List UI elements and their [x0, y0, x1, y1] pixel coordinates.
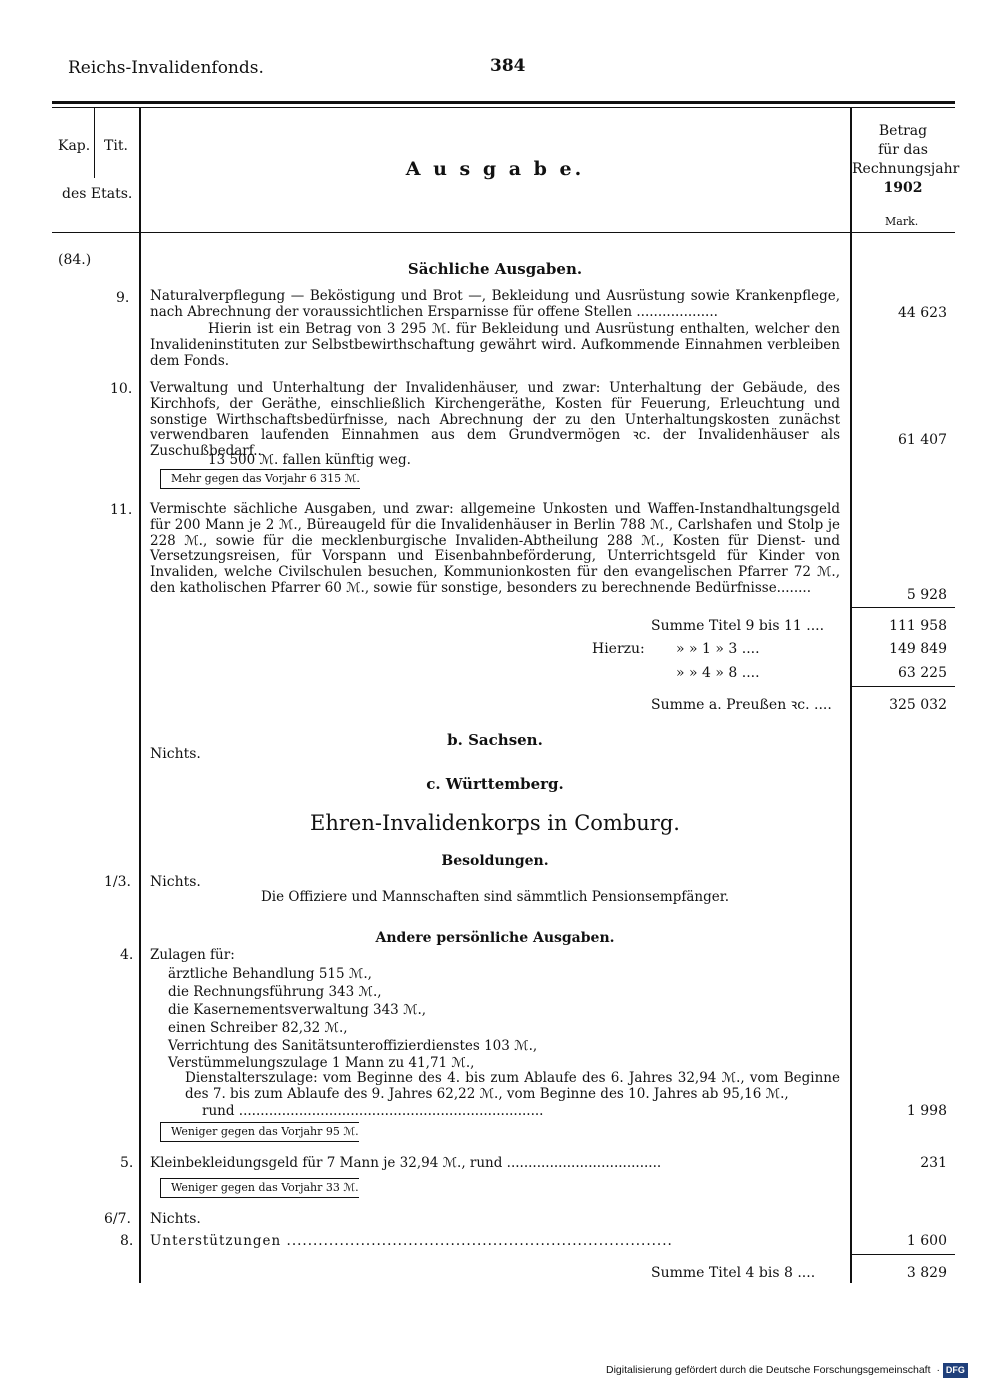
betrag-header [852, 122, 960, 198]
tit-header: Tit. [104, 138, 128, 154]
t4-line-5: Verrichtung des Sanitätsunteroffizierdienstes 103 ℳ., [168, 1038, 538, 1054]
des-etats-header: des Etats. [62, 186, 133, 202]
tit-10: 10. [110, 381, 133, 397]
t4-line-0: Zulagen für: [150, 947, 235, 963]
hierzu-label: Hierzu: [592, 641, 645, 657]
tit-6-7: 6/7. [104, 1211, 131, 1227]
t4-line-3: die Kasernementsverwaltung 343 ℳ., [168, 1002, 427, 1018]
section-ehren: Ehren-Invalidenkorps in Comburg. [310, 811, 680, 835]
t67-nichts: Nichts. [150, 1211, 201, 1227]
betrag-line-3: Rechnungsjahr [852, 161, 960, 177]
page-number: 384 [490, 56, 526, 76]
tit-8: 8. [120, 1233, 134, 1249]
t5-amount: 231 [920, 1155, 947, 1171]
t4-rund: rund ....................................................................... [202, 1103, 544, 1119]
section-saechliche: Sächliche Ausgaben. [407, 260, 583, 278]
text-column-left-rule [139, 108, 141, 1283]
top-rule-thin [52, 107, 955, 108]
final-sum-amount: 3 829 [906, 1265, 947, 1281]
tit-9: 9. [116, 290, 130, 306]
sum-4-label: Summe a. Preußen ꝛc. .... [651, 697, 832, 713]
t10-change-box: Mehr gegen das Vorjahr 6 315 ℳ. [160, 469, 360, 489]
kap-tit-divider [94, 108, 95, 178]
t9-note: Hierin ist ein Betrag von 3 295 ℳ. für Bekleidung und Ausrüstung enthalten, welcher den Invalideninstituten zur Selbstbewirthschaftung gewährt wird. Aufkommende Einnahmen verbleiben dem Fonds. [150, 321, 840, 369]
ausgabe-title: A u s g a b e. [405, 158, 585, 180]
sum-3-label: » » 4 » 8 .... [676, 665, 760, 681]
sachsen-nichts: Nichts. [150, 746, 201, 762]
footer-credit: Digitalisierung gefördert durch die Deutsche Forschungsgemeinschaft · DFG [606, 1363, 968, 1378]
sum-2-amount: 149 849 [889, 641, 947, 657]
t4-dienst: Dienstalterszulage: vom Beginne des 4. bis zum Ablaufe des 6. Jahres 32,94 ℳ., vom Beginne des 7. bis zum Ablaufe des 9. Jahres 62,22 ℳ., vom Beginne des 10. Jahres ab 95,16 ℳ., [185, 1070, 840, 1102]
dfg-logo-icon: DFG [943, 1363, 968, 1378]
betrag-line-4: 1902 [883, 180, 923, 196]
t4-change-box: Weniger gegen das Vorjahr 95 ℳ. [160, 1122, 359, 1142]
tit-1-3: 1/3. [104, 874, 131, 890]
t10-amount: 61 407 [898, 432, 947, 448]
amount-column-left-rule [850, 108, 852, 1283]
sum-2-label: » » 1 » 3 .... [676, 641, 760, 657]
sum-rule-2 [852, 686, 955, 687]
t13-nichts: Nichts. [150, 874, 201, 890]
footer-text: Digitalisierung gefördert durch die Deutsche Forschungsgemeinschaft [606, 1364, 931, 1376]
t4-line-6: Verstümmelungszulage 1 Mann zu 41,71 ℳ., [168, 1055, 475, 1071]
betrag-line-2: für das [878, 142, 928, 158]
final-sum-rule [852, 1254, 955, 1255]
t4-amount: 1 998 [906, 1103, 947, 1119]
t4-line-2: die Rechnungsführung 343 ℳ., [168, 984, 382, 1000]
sum-1-label: Summe Titel 9 bis 11 .... [651, 618, 825, 634]
t13-note: Die Offiziere und Mannschaften sind sämmtlich Pensionsempfänger. [260, 889, 730, 905]
t5-change-box: Weniger gegen das Vorjahr 33 ℳ. [160, 1178, 359, 1198]
header-bottom-rule [52, 232, 955, 233]
tit-11: 11. [110, 502, 133, 518]
top-rule-thick [52, 101, 955, 104]
t11-amount: 5 928 [906, 587, 947, 603]
section-wuerttemberg: c. Württemberg. [426, 775, 564, 793]
mark-label: Mark. [885, 215, 919, 228]
kap-number: (84.) [58, 252, 92, 268]
t8-text: Unterstützungen ......................................................................... [150, 1233, 673, 1249]
t4-line-1: ärztliche Behandlung 515 ℳ., [168, 966, 372, 982]
sum-3-amount: 63 225 [898, 665, 947, 681]
tit-4: 4. [120, 947, 134, 963]
sum-rule-1 [852, 607, 955, 608]
section-andere: Andere persönliche Ausgaben. [375, 930, 615, 946]
section-besoldungen: Besoldungen. [441, 853, 549, 869]
t11-text: Vermischte sächliche Ausgaben, und zwar: allgemeine Unkosten und Waffen-Instandhaltungsgeld für 200 Mann je 2 ℳ., Büreaugeld für die Invalidenhäuser in Berlin 788 ℳ., Carlshafen und Stolp je 228 ℳ., sowie für die mecklenburgische Invaliden-Abtheilung 288 ℳ., Kosten für Dienst- und Versetzungsreisen, für Vorspann und Eisenbahnbeförderung, Unterrichtsgeld für Kinder von Invaliden, welche Civilschulen besuchen, Kommunionkosten für den evangelischen Pfarrer 72 ℳ., den katholischen Pfarrer 60 ℳ., sowie für sonstige, besonders zu berechnende Bedürfnisse........ [150, 501, 840, 596]
t10-text: Verwaltung und Unterhaltung der Invalidenhäuser, und zwar: Unterhaltung der Gebäude, des Kirchhofs, der Geräthe, einschließlich Kirchengeräthe, Kosten für Feuerung, Erleuchtung und sonstige Wirthschaftsbedürfnisse, nach Abrechnung der zu den Unterhaltungskosten zunächst verwendbaren laufenden Einnahmen aus dem Grundvermögen ꝛc. der Invalidenhäuser als Zuschußbedarf.. [150, 380, 840, 460]
t4-line-4: einen Schreiber 82,32 ℳ., [168, 1020, 348, 1036]
t10-line2: 13 500 ℳ. fallen künftig weg. [208, 452, 411, 468]
section-sachsen: b. Sachsen. [447, 731, 543, 749]
kap-header: Kap. [58, 138, 91, 154]
betrag-line-1: Betrag [878, 123, 928, 139]
t8-amount: 1 600 [906, 1233, 947, 1249]
t5-text: Kleinbekleidungsgeld für 7 Mann je 32,94 ℳ., rund .................................... [150, 1155, 662, 1171]
t9-amount: 44 623 [898, 305, 947, 321]
running-title: Reichs-Invalidenfonds. [68, 58, 264, 78]
sum-4-amount: 325 032 [889, 697, 947, 713]
t9-text: Naturalverpflegung — Beköstigung und Brot —, Bekleidung und Ausrüstung sowie Krankenpflege, nach Abrechnung der voraussichtlichen Ersparnisse für offene Stellen ................... [150, 288, 840, 320]
tit-5: 5. [120, 1155, 134, 1171]
final-sum-label: Summe Titel 4 bis 8 .... [651, 1265, 816, 1281]
sum-1-amount: 111 958 [889, 618, 947, 634]
